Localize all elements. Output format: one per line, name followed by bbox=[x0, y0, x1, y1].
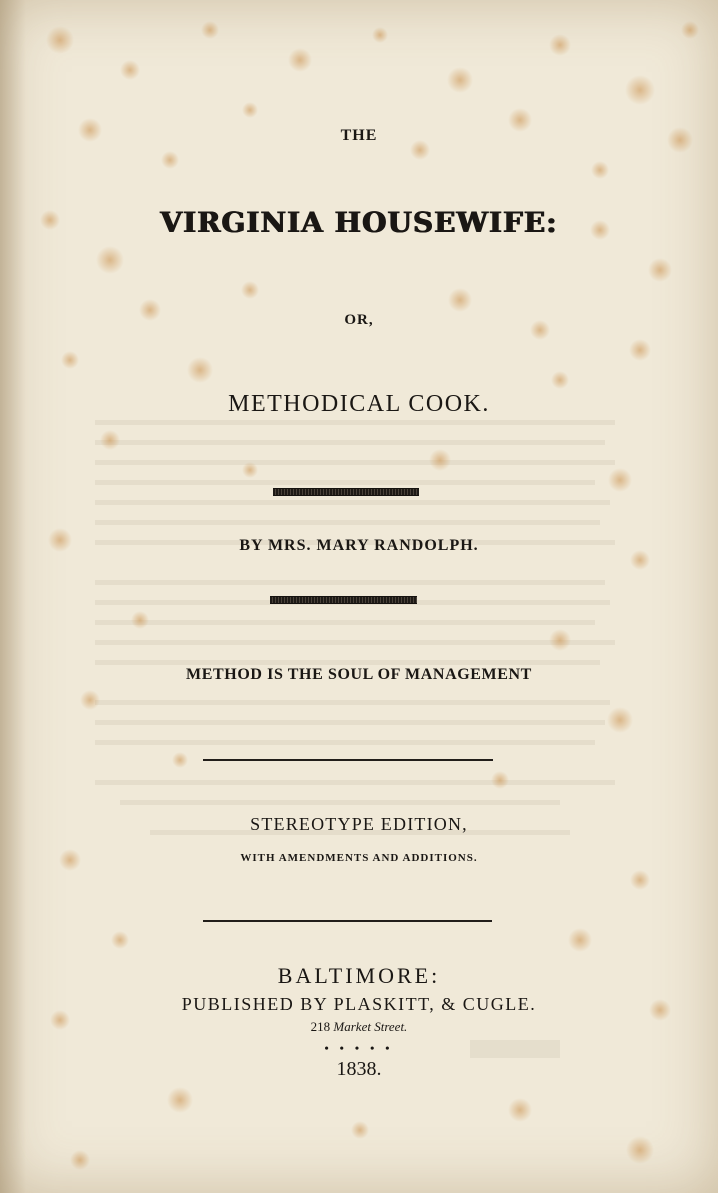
edition-note: WITH AMENDMENTS AND ADDITIONS. bbox=[240, 852, 478, 864]
address-street: Market Street. bbox=[333, 1019, 408, 1034]
divider-rule-1 bbox=[203, 759, 493, 761]
publisher-line: PUBLISHED BY PLASKITT, & CUGLE. bbox=[181, 994, 537, 1014]
publisher-address bbox=[0, 1019, 718, 1035]
author-line: BY MRS. MARY RANDOLPH. bbox=[239, 537, 479, 554]
ornament-dots: • • • • • bbox=[324, 1041, 394, 1055]
book-title: VIRGINIA HOUSEWIFE: bbox=[160, 206, 558, 239]
title-conjunction: OR, bbox=[344, 312, 374, 328]
address-number: 218 bbox=[310, 1019, 331, 1034]
heading-the: THE bbox=[340, 127, 378, 144]
ornamental-rule-2 bbox=[270, 596, 417, 604]
book-subtitle: METHODICAL COOK. bbox=[228, 391, 490, 417]
divider-rule-2 bbox=[203, 920, 492, 922]
edition-line: STEREOTYPE EDITION, bbox=[250, 814, 468, 834]
publication-year: 1838. bbox=[336, 1058, 382, 1080]
ornamental-rule-1 bbox=[273, 488, 419, 496]
publication-city: BALTIMORE: bbox=[277, 963, 441, 988]
motto: METHOD IS THE SOUL OF MANAGEMENT bbox=[186, 666, 532, 683]
